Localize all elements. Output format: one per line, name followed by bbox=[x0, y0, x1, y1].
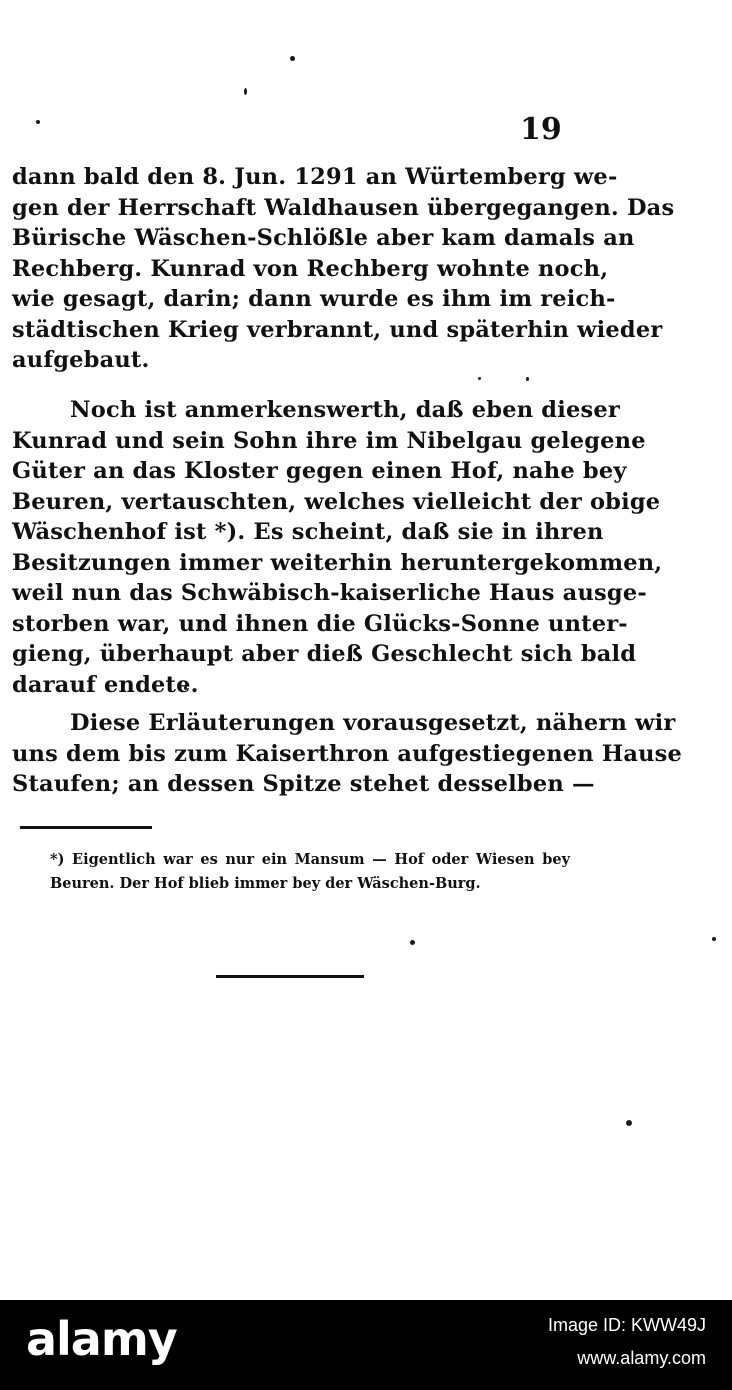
text-line: darauf endete. bbox=[12, 671, 199, 698]
text-line: gieng, überhaupt aber dieß Geschlecht sich bald bbox=[12, 641, 637, 667]
scan-speck bbox=[712, 937, 716, 941]
text-line: Wäschenhof ist *). Es scheint, daß sie in ihren bbox=[12, 519, 604, 545]
scan-speck bbox=[36, 120, 40, 124]
brand-logo: alamy bbox=[26, 1312, 177, 1366]
text-line: wie gesagt, darin; dann wurde es ihm im reich- bbox=[12, 286, 616, 312]
paragraph-1 bbox=[12, 162, 675, 376]
text-line: uns dem bis zum Kaiserthron aufgestiegenen Hause bbox=[12, 740, 683, 767]
site-url: www.alamy.com bbox=[577, 1348, 706, 1368]
scan-speck bbox=[478, 377, 481, 380]
paragraph-2 bbox=[12, 395, 663, 700]
text-line: storben war, und ihnen die Glücks-Sonne unter- bbox=[12, 610, 628, 637]
footnote bbox=[50, 848, 570, 896]
text-line: aufgebaut. bbox=[12, 347, 150, 373]
scan-speck bbox=[410, 940, 415, 945]
text-line: dann bald den 8. Jun. 1291 an Würtemberg we- bbox=[12, 164, 618, 190]
text-line: gen der Herrschaft Waldhausen übergegangen. Das bbox=[12, 194, 675, 221]
text-line: städtischen Krieg verbrannt, und späterhin wieder bbox=[12, 316, 663, 343]
text-line: Rechberg. Kunrad von Rechberg wohnte noch, bbox=[12, 255, 609, 282]
end-rule bbox=[216, 975, 364, 978]
scan-speck bbox=[526, 377, 529, 381]
text-line: weil nun das Schwäbisch-kaiserliche Haus ausge- bbox=[12, 580, 647, 606]
text-line: Bürische Wäschen-Schlößle aber kam damals an bbox=[12, 225, 635, 251]
page-number: 19 bbox=[520, 112, 562, 147]
text-line: Beuren, vertauschten, welches vielleicht der obige bbox=[12, 488, 661, 515]
scan-speck bbox=[290, 56, 295, 61]
footnote-separator bbox=[20, 826, 152, 829]
text-line: Noch ist anmerkenswerth, daß eben dieser bbox=[70, 397, 620, 423]
text-line: Besitzungen immer weiterhin heruntergekommen, bbox=[12, 549, 663, 576]
scan-speck bbox=[244, 88, 247, 95]
text-line: Staufen; an dessen Spitze stehet desselben — bbox=[12, 771, 595, 797]
text-line: Kunrad und sein Sohn ihre im Nibelgau gelegene bbox=[12, 427, 646, 454]
scan-speck bbox=[626, 1120, 632, 1126]
text-line: Güter an das Kloster gegen einen Hof, nahe bey bbox=[12, 458, 627, 484]
watermark-footer bbox=[0, 1300, 732, 1390]
paragraph-3 bbox=[12, 708, 683, 800]
text-line: Diese Erläuterungen vorausgesetzt, nähern wir bbox=[70, 710, 676, 736]
image-id-label: Image ID: KWW49J bbox=[547, 1315, 706, 1335]
footnote-line: *) Eigentlich war es nur ein Mansum — Hof oder Wiesen bey bbox=[50, 851, 570, 868]
footnote-line: Beuren. Der Hof blieb immer bey der Wäschen-Burg. bbox=[50, 875, 481, 892]
